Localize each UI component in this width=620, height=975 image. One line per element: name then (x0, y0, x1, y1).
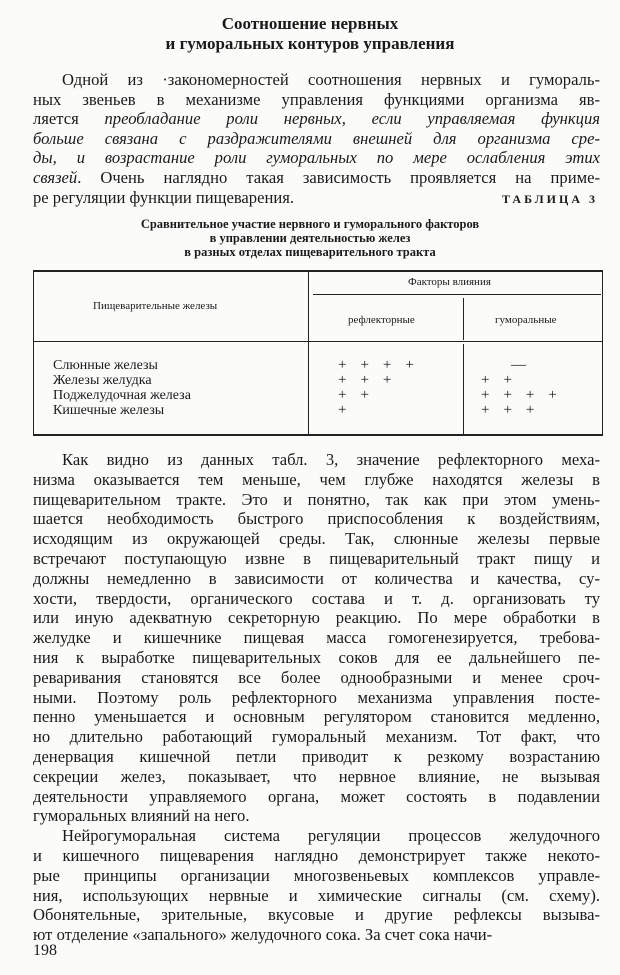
text-line (33, 168, 600, 187)
text-line: Обонятельные, зрительные, вкусовые и другие рефлексы вызыва- (33, 905, 600, 925)
page-number: 198 (33, 942, 57, 959)
table-row-humoral: ++ (481, 372, 526, 388)
table-title (0, 217, 620, 259)
text-line: ют отделение «запального» желудочного сока. За счет сока начи- (33, 925, 493, 945)
text-line: ния, использующих нервные и химические сигналы (см. схему). (33, 885, 600, 905)
text-line: должны немедленно в зависимости от количества и качества, су- (33, 568, 600, 588)
table-title-line: в разных отделах пищеварительного тракта (184, 245, 436, 259)
header-glands: Пищеварительные железы (93, 300, 218, 312)
text-span: . Очень наглядно такая зависимость проявляется на приме- (77, 168, 600, 187)
text-line: ных звеньев в механизме управления функциями организма яв- (33, 89, 600, 109)
table-row-gland: Железы желудка (53, 373, 152, 388)
table-row-humoral: ++++ (481, 387, 571, 403)
text-line: рые принципы организации многозвеньевых комплексов управле- (33, 865, 600, 885)
text-span: связей (33, 168, 78, 187)
text-line: секреции желез, показывает, что нервное влияние, не вызывая (33, 766, 600, 786)
text-line: пищеварительном тракте. Это и понятно, так как при этом умень- (33, 489, 600, 509)
table-title-line: в управлении деятельностью желез (209, 231, 411, 245)
header-humoral: гуморальные (495, 314, 557, 326)
text-line: Нейрогуморальная система регуляции процессов желудочного (62, 826, 600, 846)
text-line: реваривания становятся все более однообразными и менее сроч- (33, 667, 600, 687)
section-title-line: и гуморальных контуров управления (165, 34, 455, 53)
table-row-gland: Кишечные железы (53, 403, 165, 418)
text-line: встречают поступающую извне в пищеварительный тракт пищу и (33, 549, 600, 568)
table-row-humoral: — (511, 357, 540, 373)
text-line: шается необходимость быстрого приспособления к воздействиям, (33, 509, 600, 529)
table-row-humoral: +++ (481, 402, 549, 418)
header-factors: Факторы влияния (408, 276, 491, 288)
table-row-gland: Слюнные железы (53, 358, 158, 373)
text-line: денервация кишечной петли приводит к резкому возрастанию (33, 747, 600, 766)
table-title-line: Сравнительное участие нервного и гуморального факторов (140, 217, 480, 231)
text-line: желудке и кишечнике пищевая масса гомогенезируется, требова- (33, 628, 600, 648)
header-reflex: рефлекторные (348, 314, 415, 326)
text-line: деятельности управляемого органа, может состоять в подавлении (33, 786, 600, 806)
table-row-reflex: + (338, 402, 361, 418)
table-row-reflex: ++++ (338, 357, 428, 373)
text-line: или иную адекватную секреторную реакцию. По мере обработки в (33, 608, 600, 628)
text-line (33, 148, 600, 167)
text-line: и кишечного пищеварения наглядно демонстрирует также некото- (33, 846, 600, 865)
section-title-line: Соотношение нервных (221, 14, 399, 33)
text-line (33, 129, 600, 148)
section-title (0, 14, 620, 54)
text-line: хости, твердости, органического состава и т. д. организовать ту (33, 588, 600, 608)
table-row-reflex: ++ (338, 387, 383, 403)
text-line: гуморальных влияний на него. (33, 806, 250, 826)
text-line: Как видно из данных табл. 3, значение рефлекторного меха- (62, 450, 600, 469)
table-row-gland: Поджелудочная железа (53, 388, 191, 403)
text-line: Одной из ·закономерностей соотношения нервных и гумораль- (62, 70, 600, 89)
text-line: низма оказывается тем меньше, чем глубже находятся железы в (33, 469, 600, 489)
text-line: исходящим из окружающей среды. Так, слюнные железы первые (33, 529, 600, 549)
table-caption: ТАБЛИЦА 3 (502, 192, 598, 206)
text-span: ляется (33, 109, 105, 129)
text-span: ды, и возрастание роли гуморальных по мере ослабления этих (33, 148, 600, 168)
text-span: больше связана с раздражителями внешней для организма сре- (33, 128, 600, 148)
text-line: ния к выработке пищеварительных соков для ее дальнейшего пе- (33, 648, 600, 667)
table-row-reflex: +++ (338, 372, 406, 388)
data-table (33, 270, 603, 436)
text-line: ре регуляции функции пищеварения. (33, 187, 295, 207)
text-line: пенно уменьшается и основным регулятором становится медленно, (33, 707, 600, 727)
text-line: ными. Поэтому роль рефлекторного механизма управления посте- (33, 687, 600, 707)
text-line (33, 109, 600, 128)
text-span: преобладание роли нервных, если управляемая функция (104, 109, 600, 129)
text-line: но длительно работающий гуморальный механизм. Тот факт, что (33, 727, 600, 747)
